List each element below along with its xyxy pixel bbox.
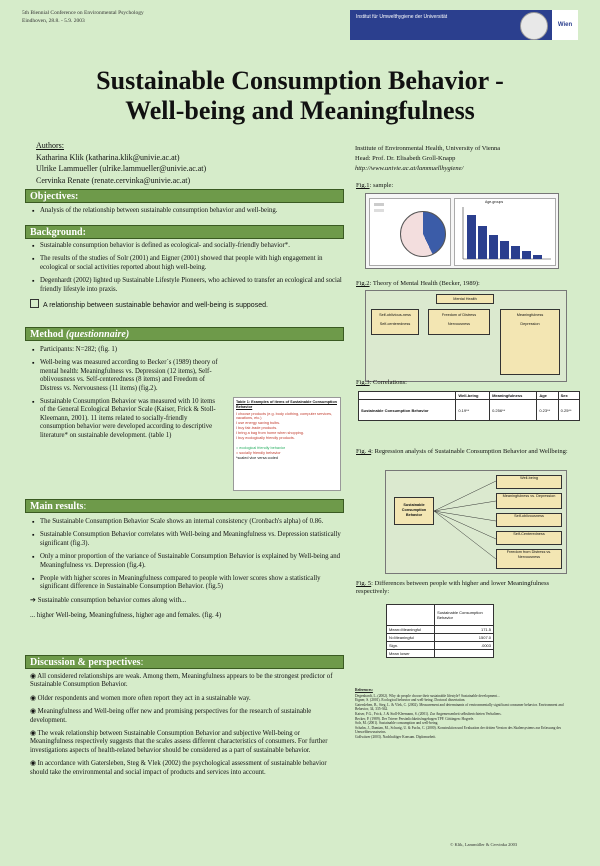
table-row (387, 650, 494, 658)
list-item: ▪ Sustainable Consumption Behavior correlates with Well-being and Meaningfulness vs. Depression statistically significant (fig.3). (40, 531, 342, 548)
background-body (30, 242, 342, 310)
reference-line: Kaiser, F.G., Frick, J. & Stoll-Kleemann, S. (2001). Zur Angemessenheit selbstberichteten Verhaltens. (355, 711, 502, 716)
results-arrow-line (30, 597, 342, 605)
eye-icon: ◉ (30, 730, 36, 738)
background-heading (25, 225, 344, 239)
table-cell: Sex (558, 392, 579, 400)
results-heading: Main results: (25, 499, 344, 513)
fig5-table (386, 604, 494, 658)
method-body (30, 346, 220, 445)
discussion-text: In accordance with Gatersleben, Steg & Vlek (2002) the psychological assessment of sustainable behavior should take the environmental and social impact of products and services into account. (30, 760, 327, 776)
table-cell: Meaningfulness (490, 392, 537, 400)
fig4-caption-text: : Regression analysis of Sustainable Consumption Behavior and Wellbeing: (371, 448, 568, 455)
predictor-node: Well-being (496, 475, 562, 489)
institute-name: Institute of Environmental Health, University of Vienna (355, 145, 501, 152)
predictor-node: Meaningfulness vs. Depression (496, 493, 562, 509)
eye-icon: ◉ (30, 708, 36, 716)
list-item: ▪ The Sustainable Consumption Behavior Scale shows an internal consistency (Cronbach's alpha) of 0.86. (40, 518, 342, 526)
method-heading-text: Method (30, 329, 64, 340)
references (355, 688, 577, 828)
table-row (359, 392, 580, 400)
bar (489, 235, 498, 259)
list-item: ▪ Degenhardt (2002) lighted up Sustainable Lifestyle Pioneers, who achieved to transfer an ecological and social friendly lifestyle into praxis. (40, 277, 342, 294)
bar (500, 241, 509, 259)
discussion-paragraph (30, 730, 342, 755)
table-cell: Mean lower (387, 650, 435, 658)
discussion-text: All considered relationships are weak. Among them, Meaningfulness appears to be the strongest predictor of Sustainable Consumption Behavior. (30, 673, 333, 689)
node-label: Depression (520, 322, 540, 326)
fig5-label: Fig. 5 (356, 580, 372, 587)
logo-wien: Wien (552, 10, 578, 40)
list-item: ▪ The results of the studies of Solr (2001) and Eigner (2001) showed that people with high engagement in ecological or social activities reported about high well-being. (40, 255, 342, 272)
table-row (359, 400, 580, 421)
institute-head: Head: Prof. Dr. Elisabeth Groll-Knapp (355, 155, 456, 162)
table-item: I bring a bag from home when shopping. (236, 430, 304, 435)
table-cell: Sustainable Consumption Behavior (359, 400, 456, 421)
page-title (0, 66, 600, 126)
title-line-2: Well-being and Meaningfulness (125, 96, 475, 125)
list-item: ▪ Well-being was measured according to Becker´s (1989) theory of mental health: Meaningfulness vs. Depression (12 items), Self-oblivousness vs. Self-centeredness (8 items) and Freedom of Distress vs. Nervousness (11 items) (fig.2). (40, 359, 220, 393)
references-heading: References: (355, 688, 373, 692)
bar-chart-title: Age-groups (485, 200, 504, 204)
table-cell (387, 605, 435, 626)
arrow-line-text: Sustainable consumption behavior comes along with... (37, 596, 187, 604)
institute-logo (350, 10, 578, 40)
fig1-bar-panel (454, 198, 556, 266)
fig5-caption-text: : Differences between people with higher and lower Meaningfulness respectively: (356, 580, 550, 595)
author-name: Ulrike Lammueller (ulrike.lammueller@univie.ac.at) (36, 164, 207, 173)
reference-line: Eigner, S. (2001). Ecological behavior and well-being. Doctoral dissertation. (355, 698, 466, 703)
reference-line: Gollwitzer (2003). Nachhaltiger Konsum. Diplomarbeit. (355, 734, 437, 739)
predictor-node: Self-Centeredness (496, 531, 562, 545)
fig4-diagram (385, 470, 567, 574)
checkbox-icon (30, 299, 39, 308)
author-name: Katharina Klik (katharina.klik@univie.ac.at) (36, 152, 180, 162)
table-title: Table 1: Examples of items of Sustainable Consumption Behavior (236, 400, 337, 409)
table-cell: Well-being (456, 392, 490, 400)
table-cell (435, 650, 494, 658)
list-item: ▪ Participants: N=282; (fig. 1) (40, 346, 220, 354)
discussion-text: The weak relationship between Sustainable Consumption Behavior and subjective Well-being or Meaningfulness respectively suggests that the scales assess different characteristics of consumers. For further investigations aspects of health-related behavior should be considered as a part of sustainable behavior. (30, 730, 328, 754)
table-cell: 171.5 (435, 626, 494, 634)
fig1-caption-text: : sample: (369, 182, 394, 189)
fig2-caption-text: : Theory of Mental Health (Becker, 1989): (369, 280, 480, 287)
diagram-node (500, 309, 560, 375)
bar (478, 226, 487, 259)
bar (533, 255, 542, 259)
discussion-text: Meaningfulness and Well-being offer new and promising perspectives for the research of sustainable development. (30, 708, 312, 724)
title-line-1: Sustainable Consumption Behavior - (96, 66, 504, 95)
table-cell: 0.256** (490, 400, 537, 421)
fig1-chart (365, 193, 559, 269)
arrow-line (434, 481, 496, 511)
pie-legend-swatch (374, 203, 384, 206)
node-label: Freedom of Distress (441, 313, 477, 317)
fig4-caption (356, 448, 576, 456)
fig2-caption (356, 280, 480, 288)
logo-text: Institut für Umwelthygiene der Universität (356, 14, 448, 20)
eye-icon: ◉ (30, 760, 36, 768)
list-item: ▪ Sustainable consumption behavior is defined as ecological- and socially-friendly behavior*. (40, 242, 342, 250)
hypothesis (30, 299, 342, 310)
pie-legend-swatch (374, 209, 384, 212)
predictor-node: Self-oblivousness (496, 513, 562, 527)
author-name: Cervinka Renate (renate.cervinka@univie.ac.at) (36, 175, 191, 185)
reference-line: Schahn, J., Damian, M., Schurig, U. & Fuchs, C. (2000). Konstruktion und Evaluation der dritten Version des Skalensystems zur Erfassung des Umweltbewusstseins. (355, 725, 562, 735)
list-item: ▪ Analysis of the relationship between sustainable consumption behavior and well-being. (40, 207, 340, 215)
table-item: I buy ecologically friendly products. (236, 435, 295, 440)
bar-chart (455, 199, 555, 265)
authors-label: Authors: (36, 141, 64, 150)
discussion-paragraph (30, 760, 342, 777)
objectives-body (30, 207, 340, 220)
table-cell: N=Meaningful (387, 634, 435, 642)
table-row (387, 642, 494, 650)
arrow-line (434, 511, 496, 521)
fig3-table (358, 391, 580, 421)
table-cell: 0.23** (537, 400, 558, 421)
method-heading (25, 327, 344, 341)
conference-info (22, 9, 144, 25)
list-item: ▪ Sustainable Consumption Behavior was measured with 10 items of the General Ecological Behavior Scale (Kaiser, Frick & Stoll-Kleemann, 2001). 11 items related to socially-friendly consumption behavior were developed according to descriptive literature* on sustainable development. (table 1) (40, 398, 220, 440)
conference-line: Eindhoven, 28.8. - 5.9. 2003 (22, 18, 85, 24)
table-cell: Age (537, 392, 558, 400)
discussion-heading-text: Discussion & perspectives (30, 657, 141, 668)
authors-block (36, 140, 206, 186)
discussion-body (30, 673, 342, 782)
reference-line: Solr, M. (2001). Sustainable consumption and well-being. (355, 721, 439, 726)
discussion-text: Older respondents and women more often report they act in a sustainable way. (37, 694, 251, 702)
diagram-center-node: Sustainable Consumption Behavior (394, 497, 434, 525)
copyright: © Klik, Lammüller & Cervinka 2003 (450, 842, 518, 847)
results-body (30, 518, 342, 621)
discussion-heading: Discussion & perspectives: (25, 655, 344, 669)
method-heading-italic: (questionnaire) (65, 329, 130, 340)
fig3-caption (356, 379, 407, 387)
table-cell: Mean=Meaningful (387, 626, 435, 634)
table-item: I buy fair-trade products. (236, 425, 278, 430)
diagram-node-top: Mental Health (436, 294, 494, 304)
table-cell (359, 392, 456, 400)
university-seal-icon (520, 12, 548, 40)
table-items (236, 412, 338, 441)
institute-block (355, 144, 500, 174)
discussion-paragraph (30, 695, 342, 703)
table-row (387, 634, 494, 642)
institute-url[interactable]: http://www.univie.ac.at/lammuellhygiene/ (355, 165, 464, 172)
diagram-node (428, 309, 490, 335)
fig4-label: Fig. 4 (356, 448, 372, 455)
hypothesis-text: A relationship between sustainable behavior and well-being is supposed. (43, 302, 268, 310)
table-item: I use energy saving bulbs. (236, 421, 281, 426)
table-legend-item: *scaled vice versa coded (236, 455, 278, 460)
objectives-heading (25, 189, 344, 203)
list-item: ▪ Only a minor proportion of the variance of Sustainable Consumption Behavior is explained by Well-being and Meaningfulness vs. Depression (fig.4). (40, 553, 342, 570)
reference-line: Degenhardt, L. (2002). Why do people choose their sustainable lifestyle? Sustainable development... (355, 693, 500, 698)
arrow-right-icon: ➔ (30, 596, 36, 604)
table-row (387, 626, 494, 634)
fig2-label: Fig.2 (356, 280, 370, 287)
bar (522, 251, 531, 259)
table-cell: 0.19** (456, 400, 490, 421)
list-item: ▪ People with higher scores in Meaningfulness compared to people with lower scores show a statistically significant difference in Sustainable Consumption Behavior. (fig.5) (40, 575, 342, 592)
fig1-pie-panel (369, 198, 451, 266)
table-row (387, 605, 494, 626)
discussion-paragraph (30, 708, 342, 725)
table-legend-item: = ecological friendly behavior (236, 446, 286, 451)
reference-line: Becker, P. (1989). Der Trierer Persönlichkeitsfragebogen TPF. Göttingen: Hogrefe. (355, 716, 475, 721)
node-label: Self-centeredness (379, 322, 411, 326)
table-cell: .0003 (435, 642, 494, 650)
table-cell: Sustainable Consumption Behavior (435, 605, 494, 626)
objectives-heading-text: Objectives: (30, 191, 79, 202)
bar (511, 246, 520, 259)
correlation-table (358, 391, 580, 421)
reference-line: Gatersleben, B., Steg, L. & Vlek, C. (2002). Measurement and determinants of environmentally significant consumer behavior. Environment and Behavior, 34, 335-362. (355, 702, 564, 712)
fig2-diagram (365, 290, 567, 382)
results-heading-text: Main results (30, 501, 84, 512)
table-cell: Sign. (387, 642, 435, 650)
predictor-node: Freedom from Distress vs. Nervousness (496, 549, 562, 569)
arrow-line (434, 501, 496, 511)
bar (467, 215, 476, 259)
fig3-caption-text: : Correlations: (369, 379, 407, 386)
table-1 (233, 397, 341, 491)
node-label: Meaningfulness (516, 313, 544, 317)
fig1-label: Fig.1 (356, 182, 370, 189)
table-cell: 1507.0 (435, 634, 494, 642)
node-label: Nervousness (447, 322, 471, 326)
fig5-caption (356, 580, 576, 596)
results-followup: ... higher Well-being, Meaningfulness, higher age and females. (fig. 4) (30, 612, 222, 620)
differences-table (386, 604, 494, 658)
eye-icon: ◉ (30, 673, 36, 680)
pie-chart (400, 211, 446, 257)
diagram-node (371, 309, 419, 335)
fig3-label: Fig.3 (356, 379, 370, 386)
eye-icon: ◉ (30, 694, 36, 702)
conference-line: 5th Biennial Conference on Environmental Psychology (22, 10, 144, 16)
table-item: I choose products (e.g. body clothing, computer services, vacations, etc.) (236, 411, 333, 421)
fig1-caption (356, 182, 393, 190)
background-heading-text: Background: (30, 227, 86, 238)
node-label: Self-oblivious-ness (379, 313, 411, 317)
table-cell: 0.25** (558, 400, 579, 421)
table-legend (236, 446, 338, 460)
table-legend-item: = socially friendly behavior (236, 451, 281, 456)
discussion-paragraph (30, 673, 342, 690)
